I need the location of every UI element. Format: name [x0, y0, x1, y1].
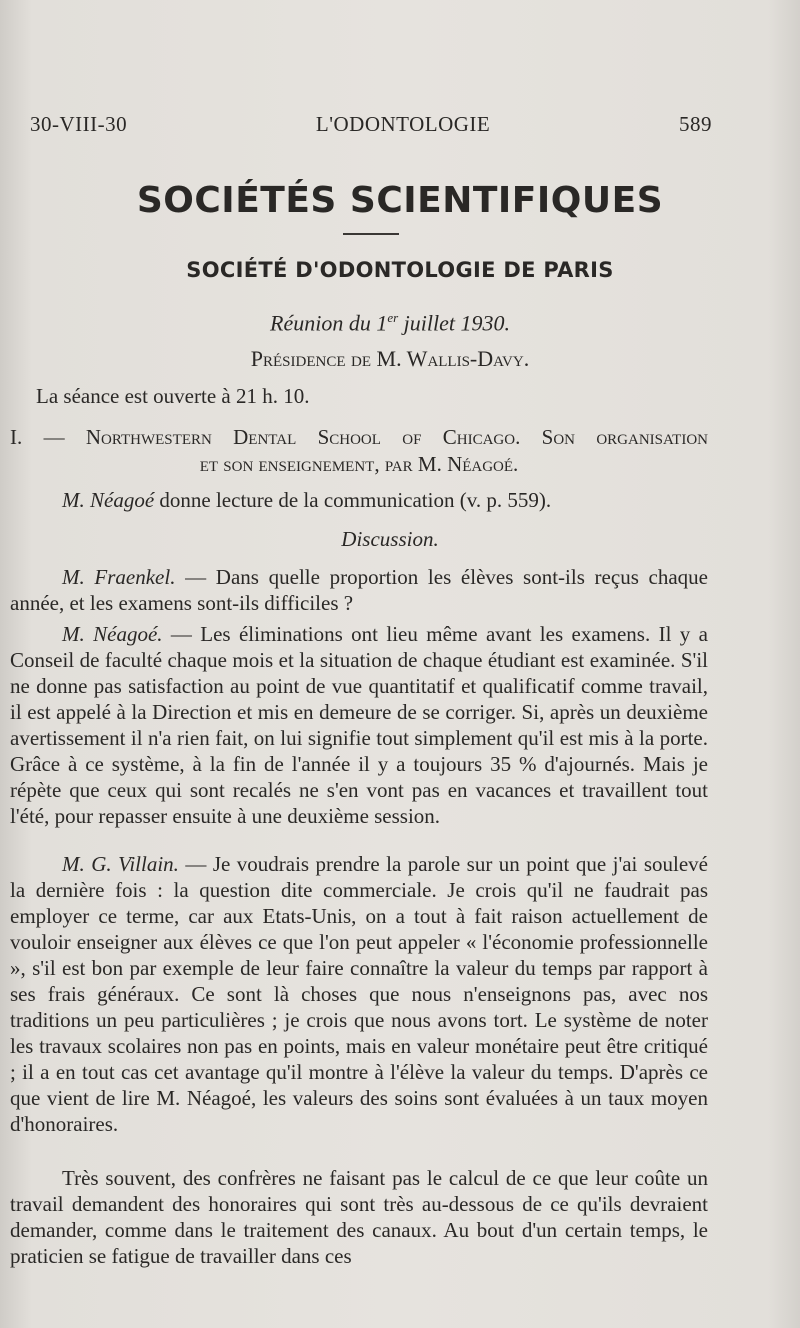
title-divider	[343, 233, 399, 235]
society-heading: SOCIÉTÉ D'ODONTOLOGIE DE PARIS	[186, 258, 614, 282]
page-title: SOCIÉTÉS SCIENTIFIQUES	[136, 180, 664, 221]
speaker-name: M. Néagoé.	[62, 622, 163, 646]
meeting-suffix: juillet 1930.	[398, 310, 510, 336]
paragraph-neagoe	[10, 621, 708, 829]
section-line-2: et son enseignement, par M. Néagoé.	[199, 452, 519, 476]
running-head	[30, 112, 712, 137]
paragraph-fraenkel	[10, 564, 708, 616]
speaker-name: M. Néagoé	[62, 488, 155, 512]
section-line-1: I. — Northwestern Dental School of Chicago. Son organisation	[10, 425, 708, 449]
paragraph-villain	[10, 851, 708, 1137]
session-open: La séance est ouverte à 21 h. 10.	[36, 384, 310, 408]
meeting-prefix: Réunion du 1	[270, 310, 388, 336]
lecture-text: donne lecture de la communication (v. p. 559).	[154, 488, 552, 512]
section-heading	[10, 424, 708, 478]
lecture-note	[62, 487, 662, 513]
meeting-date	[0, 310, 780, 336]
paragraph-continued	[10, 1165, 708, 1269]
discussion-heading: Discussion.	[341, 527, 439, 551]
meeting-sup: er	[387, 310, 399, 325]
paragraph-text: — Les éliminations ont lieu même avant les examens. Il y a Conseil de faculté chaque mois et la situation de chaque étudiant est examinée. S'il ne donne pas satisfaction au point de vue quantitatif et qualificatif comme travail, il est appelé à la Direction et mis en demeure de se corriger. Si, après un deuxième avertissement il n'a rien fait, on lui signifie tout simplement qu'il est mis à la porte. Grâce à ce système, à la fin de l'année il y a toujours 35 % d'ajournés. Mais je répète que ceux qui sont recalés ne s'en vont pas en vacances et travaillent tout l'été, pour repasser ensuite à une deuxième session.	[10, 622, 708, 828]
speaker-name: M. Fraenkel.	[62, 565, 176, 589]
speaker-name: M. G. Villain.	[62, 852, 179, 876]
header-date: 30-VIII-30	[30, 112, 128, 136]
presidence-line: Présidence de M. Wallis-Davy.	[250, 346, 530, 371]
journal-name: L'ODONTOLOGIE	[315, 112, 491, 136]
paragraph-text: — Je voudrais prendre la parole sur un point que j'ai soulevé la dernière fois : la question dite commerciale. Je crois qu'il ne faudrait pas employer ce terme, car aux Etats-Unis, on a tout à fait raison actuellement de vouloir enseigner aux élèves ce que l'on peut appeler « l'économie professionnelle », s'il est bon par exemple de leur faire connaître la valeur du temps par rapport à ses frais généraux. Ce sont là choses que nous n'enseignons pas, avec nos traditions un peu particulières ; je crois que nous avons tort. Le système de noter les travaux scolaires non pas en points, mais en valeur monétaire peut être critiqué ; il a en tout cas cet avantage qu'il montre à l'élève la valeur du temps. D'après ce que vient de lire M. Néagoé, les valeurs des soins sont évaluées à un taux moyen d'honoraires.	[10, 852, 708, 1136]
paragraph-text: — Dans quelle proportion les élèves sont-ils reçus chaque année, et les examens sont-ils difficiles ?	[10, 565, 708, 615]
paragraph-text: Très souvent, des confrères ne faisant pas le calcul de ce que leur coûte un travail demandent des honoraires qui sont très au-dessous de ce qu'ils devraient demander, comme dans le traitement des canaux. Au bout d'un certain temps, le praticien se fatigue de travailler dans ces	[10, 1166, 708, 1268]
page-number: 589	[678, 112, 712, 136]
